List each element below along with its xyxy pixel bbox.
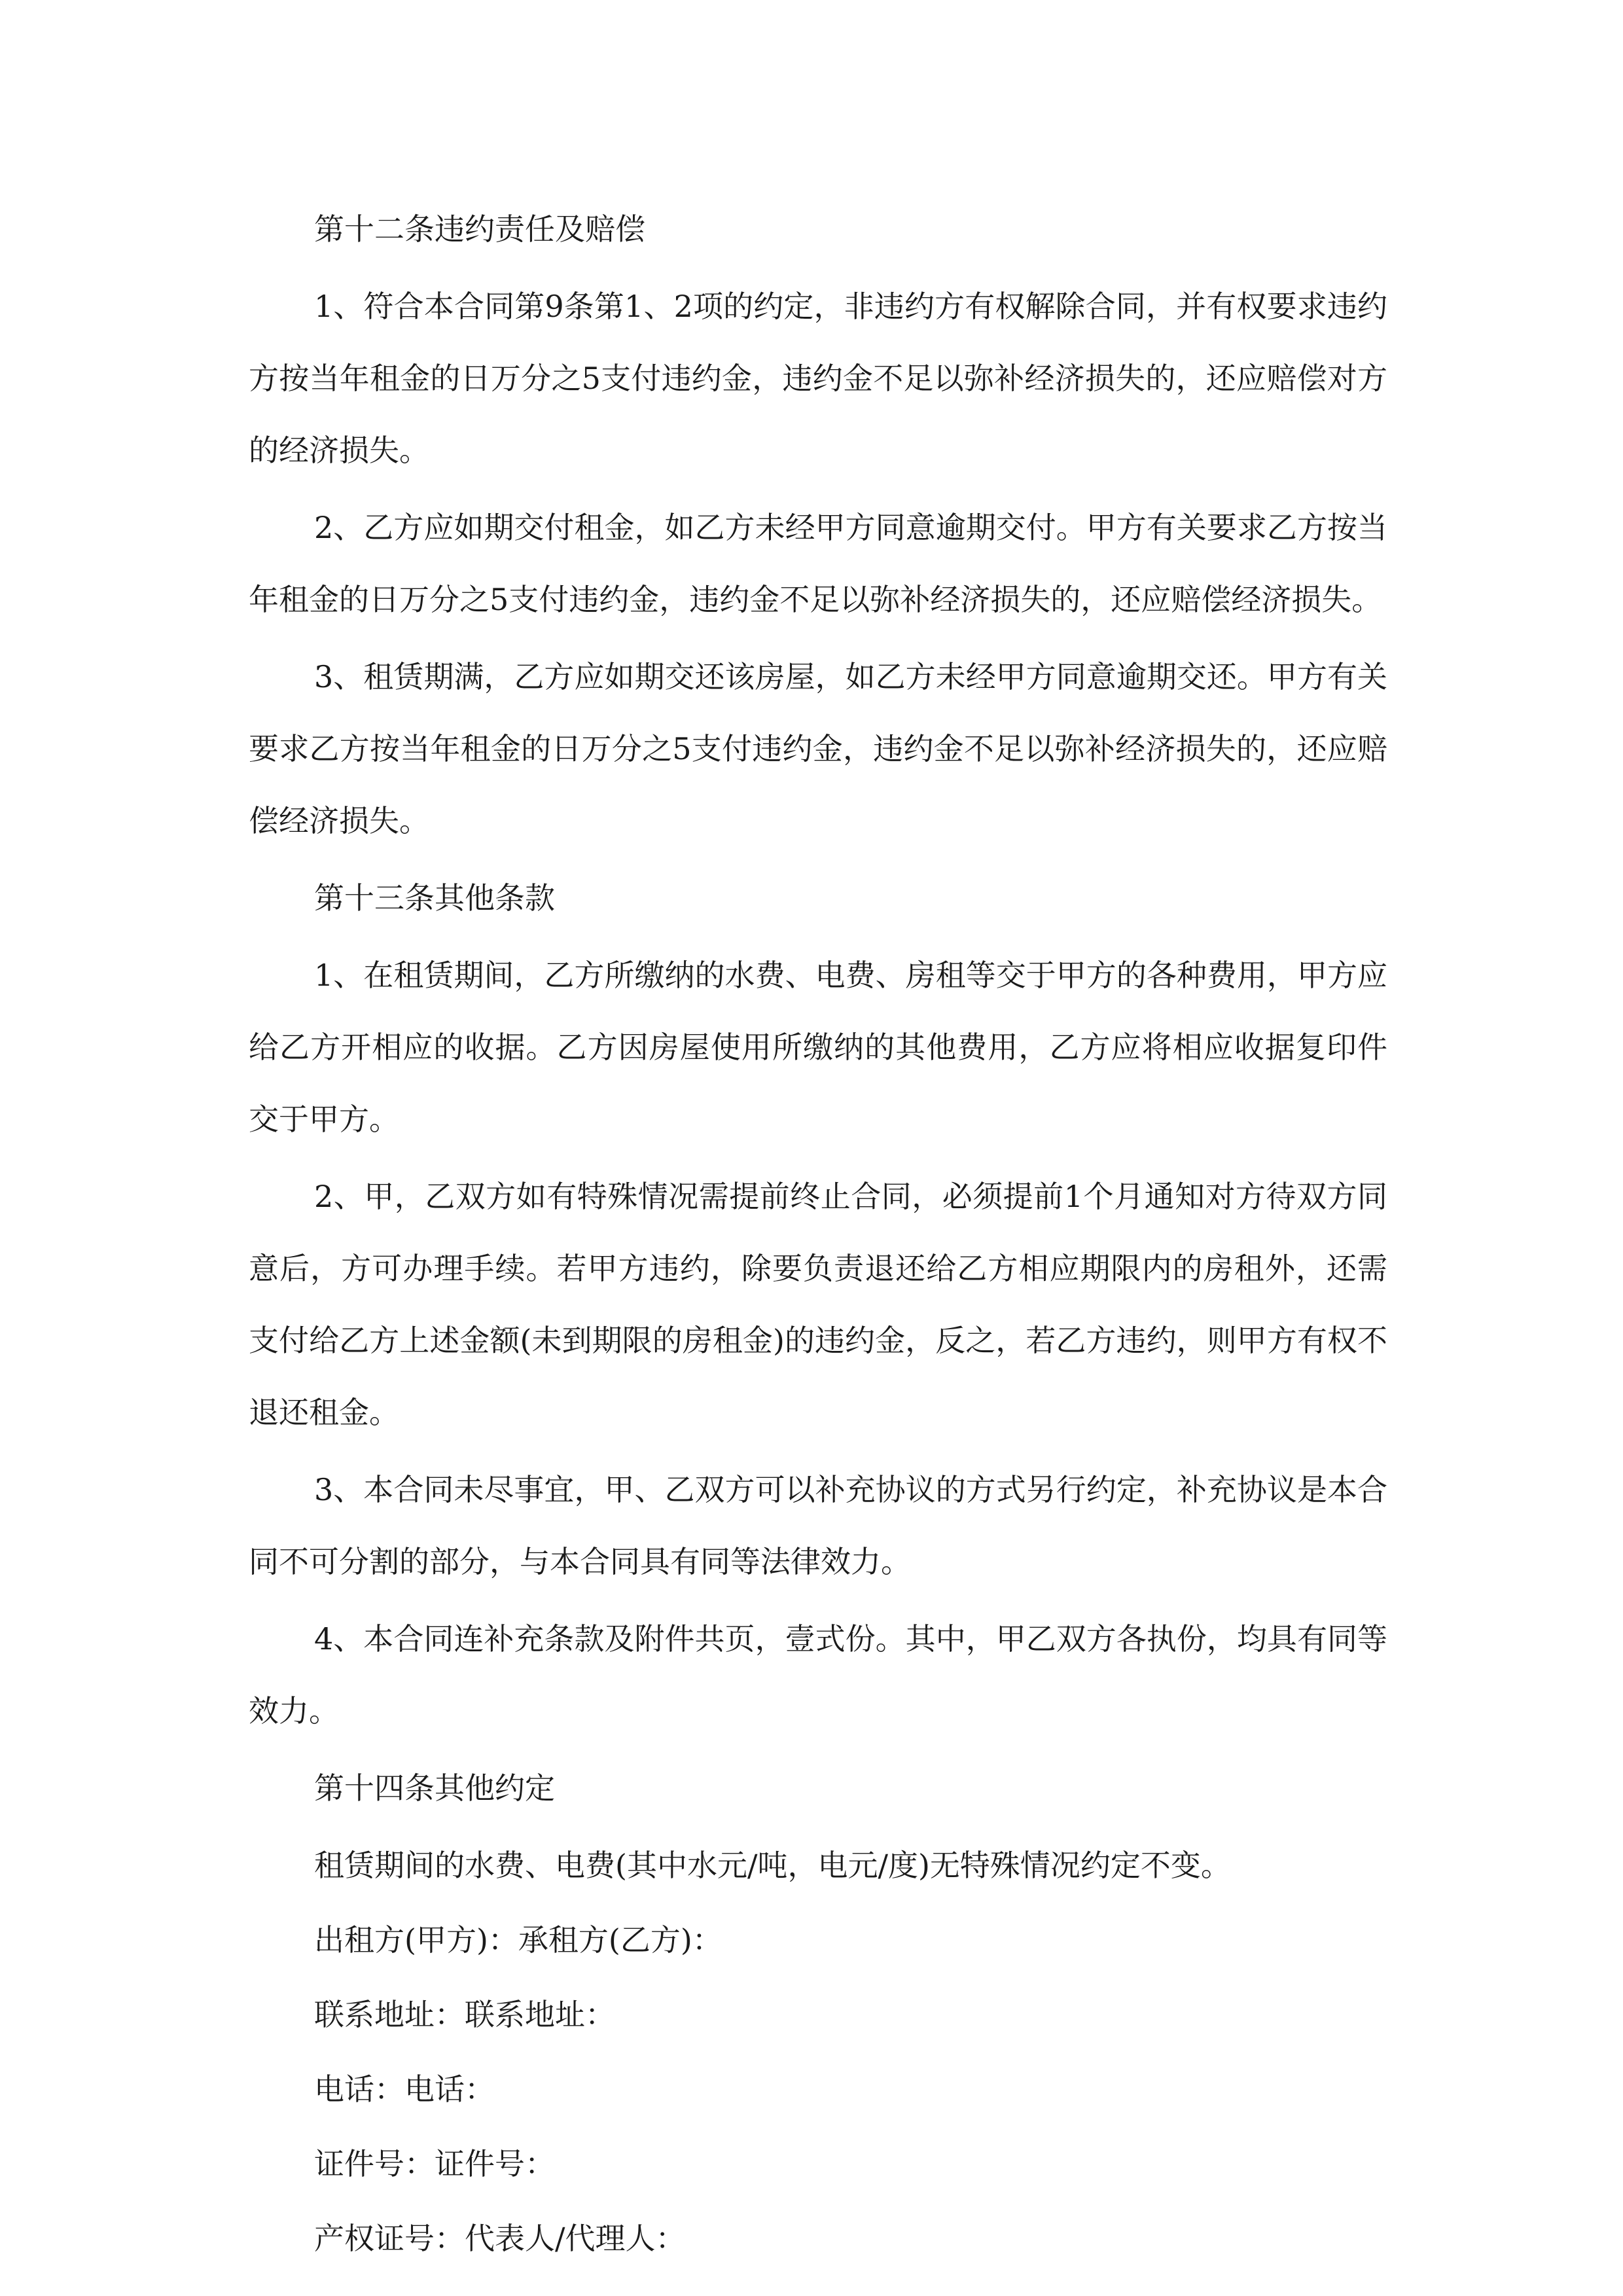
article-12-item-1: 1、符合本合同第9条第1、2项的约定，非违约方有权解除合同，并有权要求违约方按当年租金的日万分之5支付违约金，违约金不足以弥补经济损失的，还应赔偿对方的经济损失。 [249,289,1387,468]
article-12-title: 第十二条违约责任及赔偿 [314,211,645,247]
article-13-item-2: 2、甲，乙双方如有特殊情况需提前终止合同，必须提前1个月通知对方待双方同意后，方可办理手续。若甲方违约，除要负责退还给乙方相应期限内的房租外，还需支付给乙方上述金额(未到期限的房租金)的违约金，反之，若乙方违约，则甲方有权不退还租金。 [249,1179,1387,1430]
article-12-item-2: 2、乙方应如期交付租金，如乙方未经甲方同意逾期交付。甲方有关要求乙方按当年租金的日万分之5支付违约金，违约金不足以弥补经济损失的，还应赔偿经济损失。 [249,510,1387,617]
article-13-item-1: 1、在租赁期间，乙方所缴纳的水费、电费、房租等交于甲方的各种费用，甲方应给乙方开相应的收据。乙方因房屋使用所缴纳的其他费用，乙方应将相应收据复印件交于甲方。 [249,958,1387,1137]
signature-address: 联系地址：联系地址： [314,1997,615,2032]
article-12-item-3: 3、租赁期满，乙方应如期交还该房屋，如乙方未经甲方同意逾期交还。甲方有关要求乙方按当年租金的日万分之5支付违约金，违约金不足以弥补经济损失的，还应赔偿经济损失。 [249,659,1387,838]
signature-parties: 出租方(甲方)：承租方(乙方)： [314,1922,722,1958]
contract-body [249,193,1387,2277]
article-13-item-3: 3、本合同未尽事宜，甲、乙双方可以补充协议的方式另行约定，补充协议是本合同不可分割的部分，与本合同具有同等法律效力。 [249,1472,1387,1579]
article-13-item-4: 4、本合同连补充条款及附件共页，壹式份。其中，甲乙双方各执份，均具有同等效力。 [249,1621,1387,1729]
article-14-text: 租赁期间的水费、电费(其中水元/吨，电元/度)无特殊情况约定不变。 [314,1848,1231,1883]
signature-phone: 电话：电话： [314,2072,495,2107]
signature-property-cert: 产权证号：代表人/代理人： [314,2221,686,2256]
article-14-title: 第十四条其他约定 [314,1770,555,1806]
article-13-title: 第十三条其他条款 [314,880,555,916]
signature-id-number: 证件号：证件号： [314,2146,555,2181]
